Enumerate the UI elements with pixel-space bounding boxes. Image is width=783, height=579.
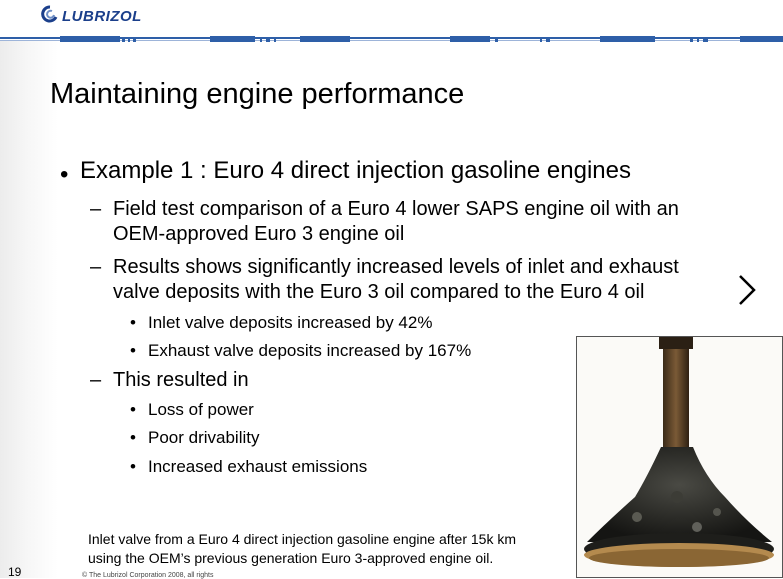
copyright-notice: © The Lubrizol Corporation 2008, all rights: [82, 572, 214, 579]
results-line-2: valve deposits with the Euro 3 oil compared to the Euro 4 oil: [113, 281, 645, 303]
slide-number: 19: [8, 565, 22, 579]
sub-bullet-marker: •: [130, 457, 136, 476]
caption-line-1: Inlet valve from a Euro 4 direct injection gasoline engine after 15k km: [88, 531, 517, 547]
resulted-in-item: This resulted in: [113, 369, 249, 391]
slide-title: Maintaining engine performance: [50, 78, 465, 110]
field-test-line-1: Field test comparison of a Euro 4 lower SAPS engine oil with an: [113, 198, 679, 220]
loss-of-power-item: Loss of power: [148, 400, 254, 419]
sub-bullet-marker: •: [130, 400, 136, 419]
bullet-example-1: Example 1 : Euro 4 direct injection gasoline engines: [80, 157, 631, 184]
header-band: [0, 34, 783, 46]
bullet-marker: •: [60, 161, 69, 188]
sub-bullet-marker: •: [130, 428, 136, 447]
exhaust-emissions-item: Increased exhaust emissions: [148, 457, 368, 476]
exhaust-deposits-item: Exhaust valve deposits increased by 167%: [148, 341, 472, 360]
left-gradient-panel: [0, 40, 58, 578]
poor-drivability-item: Poor drivability: [148, 428, 260, 447]
dash-marker: –: [90, 198, 102, 220]
lubrizol-logo: [40, 6, 142, 26]
sub-bullet-marker: •: [130, 313, 136, 332]
results-line-1: Results shows significantly increased levels of inlet and exhaust: [113, 256, 679, 278]
lubrizol-swirl-icon: [40, 5, 60, 28]
chevron-right-icon: [733, 270, 761, 310]
photo-caption: [88, 530, 516, 568]
dash-marker: –: [90, 369, 102, 391]
sub-bullet-marker: •: [130, 341, 136, 360]
caption-line-2: using the OEM’s previous generation Euro 3-approved engine oil.: [88, 550, 494, 566]
logo-text: LUBRIZOL: [62, 7, 142, 25]
inlet-deposits-item: Inlet valve deposits increased by 42%: [148, 313, 433, 332]
field-test-line-2: OEM-approved Euro 3 engine oil: [113, 223, 405, 245]
next-slide-button[interactable]: [733, 270, 761, 310]
dash-marker: –: [90, 256, 102, 278]
inlet-valve-photo: [576, 336, 783, 578]
